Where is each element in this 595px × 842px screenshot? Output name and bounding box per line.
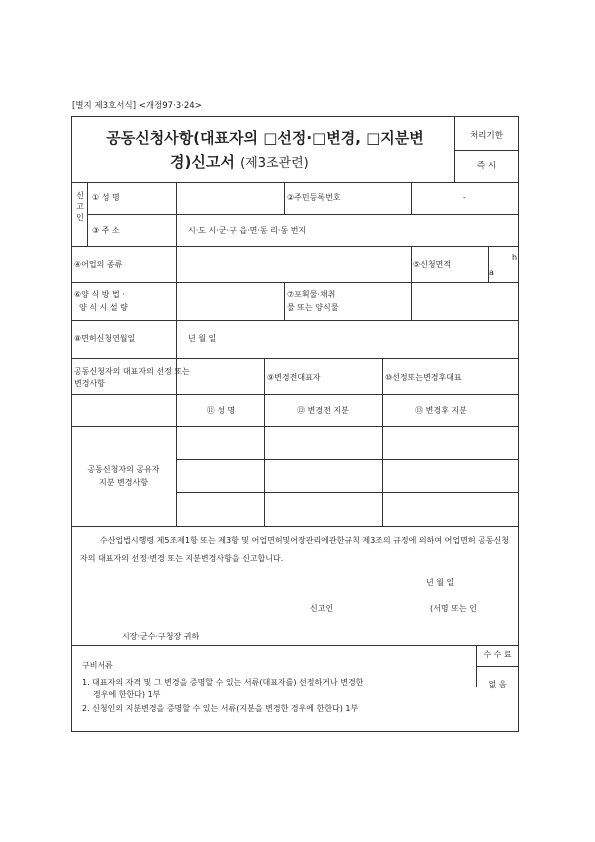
rrn-label: ②주민등록번호 <box>287 193 341 202</box>
recipient-label: 시장·군수·구청장 귀하 <box>122 632 200 641</box>
row-line <box>176 492 519 493</box>
rrn-dash: - <box>463 193 466 202</box>
title-divider <box>454 116 455 182</box>
document-item-1a: 1. 대표자의 자격 및 그 변경을 증명할 수 있는 서류(대표자를) 선정하거나 변경한 <box>82 678 364 687</box>
col-line <box>284 182 285 214</box>
form-title-main: 경)신고서 <box>170 153 235 171</box>
reporter-label: 신고인 <box>310 604 334 613</box>
row-line <box>71 394 519 395</box>
share-name-header: ⑪ 성 명 <box>206 406 236 415</box>
representative-section-label-1: 공동신청자의 대표자의 선정 또는 <box>74 367 190 376</box>
share-before-header: ⑫ 변경전 지분 <box>297 406 349 415</box>
col-line <box>284 282 285 320</box>
row-line <box>176 459 519 460</box>
document-item-1b: 경우에 한한다) 1부 <box>93 690 161 699</box>
row-line <box>71 526 519 527</box>
fishery-type-label: ④어업의 종류 <box>74 260 123 269</box>
row-line <box>71 246 519 247</box>
col-line <box>264 426 265 526</box>
method-label-1: ⑥양 식 방 법 · <box>74 290 125 299</box>
representative-section-label-2: 변경사항 <box>74 379 105 388</box>
processing-label: 처리기한 <box>470 131 503 141</box>
document-item-2: 2. 신청인의 지분변경을 증명할 수 있는 서류(지분을 변경한 경우에 한한다) 1부 <box>82 704 359 713</box>
col-line <box>411 282 412 320</box>
processing-value: 즉 시 <box>476 161 497 171</box>
row-line <box>71 645 519 646</box>
area-unit-h: h <box>512 253 518 262</box>
fee-label: 수 수 료 <box>483 650 512 659</box>
name-field[interactable] <box>178 185 282 211</box>
col-line <box>176 394 177 526</box>
signature-label: (서명 또는 인 <box>430 604 477 613</box>
rep-before-label: ⑨변경전대표자 <box>267 373 321 382</box>
share-section-label-1: 공동신청자의 공유자 <box>87 465 160 474</box>
address-parts: 시·도 시·군·구 읍·면·동 리·동 번지 <box>188 226 307 235</box>
row-line <box>71 182 519 183</box>
col-line <box>176 182 177 394</box>
row-line <box>87 214 519 215</box>
license-date-label: ⑧면허신청연월일 <box>74 334 136 343</box>
fee-divider <box>476 666 519 667</box>
applicant-side-label: 신고인 <box>76 191 84 222</box>
form-title-line1: 공동신청사항(대표자의 □선정·□변경, □지분변 <box>106 129 424 147</box>
area-label: ⑤신청면적 <box>413 260 452 269</box>
col-line <box>382 426 383 526</box>
name-label: ① 성 명 <box>92 193 120 202</box>
documents-heading: 구비서류 <box>82 661 113 670</box>
col-line <box>87 182 88 246</box>
declaration-text: 수산업법시행령 제5조제1항 또는 제3항 및 어업면허및어장관리에관한규칙 제3조의 규정에 의하여 어업면허 공동신청자의 대표자의 선정·변경 또는 지분변경사항을 신고합니다. <box>80 536 510 563</box>
row-line <box>71 320 519 321</box>
form-title-line2 <box>170 152 309 174</box>
rrn-field[interactable] <box>413 185 517 211</box>
fishery-type-field[interactable] <box>178 249 409 280</box>
row-line <box>71 282 519 283</box>
form-title-sub: (제3조관련) <box>240 156 309 171</box>
row-line <box>71 426 519 427</box>
share-section-label-2: 지분 변경사항 <box>99 478 148 487</box>
catch-label-2: 물 또는 양식물 <box>287 303 339 312</box>
method-label-2: 양 식 시 설 량 <box>79 303 128 312</box>
form-reference: [별지 제3호서식] <개정97·3·24> <box>72 101 202 111</box>
catch-label-1: ⑦포획물·채취 <box>287 290 336 299</box>
address-label: ③ 주 소 <box>92 226 120 235</box>
col-line <box>411 182 412 214</box>
declaration-date: 년 월 일 <box>426 578 455 587</box>
license-date-parts: 년 월 일 <box>188 334 217 343</box>
col-line <box>411 246 412 282</box>
rep-after-label: ⑩선정또는변경후대표 <box>385 373 462 382</box>
processing-divider <box>454 150 519 151</box>
row-line <box>71 358 519 359</box>
fee-value: 없 음 <box>488 680 507 689</box>
area-unit-a: a <box>489 268 494 277</box>
share-after-header: ⑬ 변경후 지분 <box>415 406 467 415</box>
